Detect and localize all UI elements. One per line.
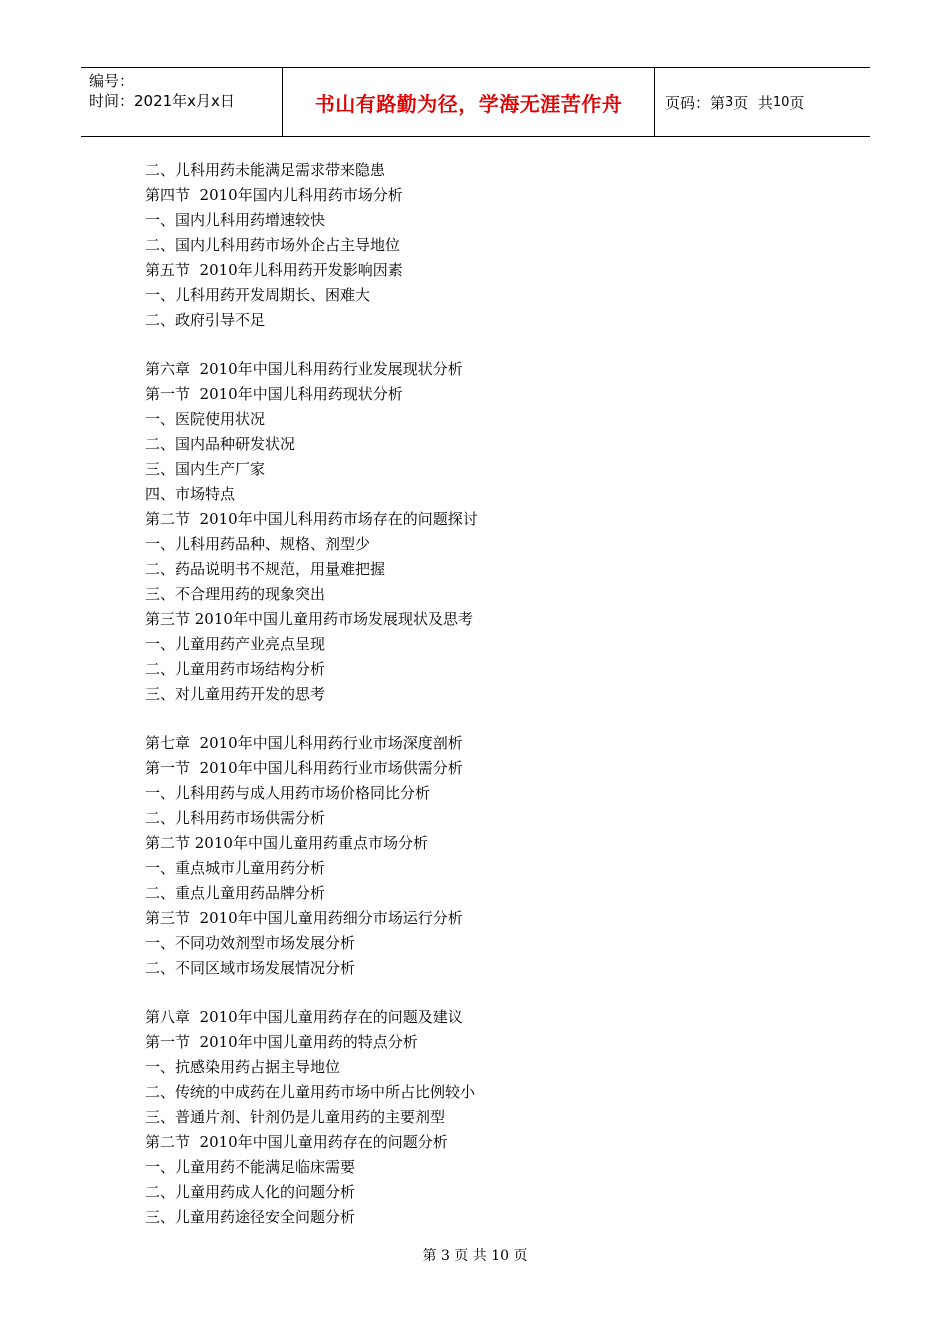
toc-entry: 第六章 2010年中国儿科用药行业发展现状分析 — [145, 360, 463, 378]
toc-entry: 一、儿童用药产业亮点呈现 — [145, 635, 326, 653]
toc-entry: 二、儿科用药市场供需分析 — [145, 809, 326, 827]
toc-entry: 第四节 2010年国内儿科用药市场分析 — [145, 186, 403, 204]
toc-entry: 二、儿童用药市场结构分析 — [145, 660, 326, 678]
section-gap — [145, 333, 845, 357]
section-gap — [145, 707, 845, 731]
header-page-indicator — [655, 68, 870, 136]
toc-entry: 第一节 2010年中国儿科用药现状分析 — [145, 385, 403, 403]
page-suffix: 页 — [789, 93, 805, 112]
toc-entry: 一、不同功效剂型市场发展分析 — [145, 934, 356, 952]
toc-entry: 第八章 2010年中国儿童用药存在的问题及建议 — [145, 1008, 463, 1026]
toc-entry: 三、国内生产厂家 — [145, 460, 266, 478]
table-of-contents — [145, 158, 845, 1230]
toc-entry: 三、对儿童用药开发的思考 — [145, 685, 326, 703]
toc-entry: 第七章 2010年中国儿科用药行业市场深度剖析 — [145, 734, 463, 752]
toc-entry: 二、儿科用药未能满足需求带来隐患 — [145, 161, 386, 179]
toc-entry: 一、儿科用药开发周期长、困难大 — [145, 286, 371, 304]
page-prefix: 页码：第 — [665, 93, 726, 112]
toc-entry: 四、市场特点 — [145, 485, 236, 503]
toc-entry: 第一节 2010年中国儿科用药行业市场供需分析 — [145, 759, 463, 777]
toc-entry: 第二节 2010年中国儿童用药存在的问题分析 — [145, 1133, 448, 1151]
toc-entry: 一、重点城市儿童用药分析 — [145, 859, 326, 877]
toc-entry: 二、传统的中成药在儿童用药市场中所占比例较小 — [145, 1083, 476, 1101]
page-current-number: 3 — [725, 94, 734, 110]
toc-entry: 二、国内品种研发状况 — [145, 435, 296, 453]
toc-entry: 一、儿科用药与成人用药市场价格同比分析 — [145, 784, 431, 802]
section-gap — [145, 981, 845, 1005]
document-date: 时间：2021年x月x日 — [89, 92, 235, 110]
toc-entry: 二、药品说明书不规范，用量难把握 — [145, 560, 386, 578]
header-meta-cell — [81, 68, 283, 136]
toc-entry: 第一节 2010年中国儿童用药的特点分析 — [145, 1033, 418, 1051]
toc-entry: 第三节 2010年中国儿童用药市场发展现状及思考 — [145, 610, 473, 628]
page-header — [81, 67, 870, 137]
page-total-number: 10 — [772, 94, 790, 110]
toc-entry: 第三节 2010年中国儿童用药细分市场运行分析 — [145, 909, 463, 927]
toc-entry: 二、国内儿科用药市场外企占主导地位 — [145, 236, 401, 254]
toc-entry: 一、抗感染用药占据主导地位 — [145, 1058, 341, 1076]
toc-entry: 一、医院使用状况 — [145, 410, 266, 428]
toc-entry: 一、儿童用药不能满足临床需要 — [145, 1158, 356, 1176]
document-number-label: 编号： — [89, 72, 135, 90]
toc-entry: 一、国内儿科用药增速较快 — [145, 211, 326, 229]
toc-entry: 三、普通片剂、针剂仍是儿童用药的主要剂型 — [145, 1108, 446, 1126]
page-footer: 第 3 页 共 10 页 — [422, 1248, 528, 1264]
toc-entry: 第二节 2010年中国儿科用药市场存在的问题探讨 — [145, 510, 478, 528]
toc-entry: 二、政府引导不足 — [145, 311, 266, 329]
toc-entry: 三、儿童用药途径安全问题分析 — [145, 1208, 356, 1226]
toc-entry: 二、不同区域市场发展情况分析 — [145, 959, 356, 977]
toc-entry: 二、儿童用药成人化的问题分析 — [145, 1183, 356, 1201]
page-mid: 页 共 — [733, 93, 773, 112]
toc-entry: 三、不合理用药的现象突出 — [145, 585, 326, 603]
toc-entry: 一、儿科用药品种、规格、剂型少 — [145, 535, 371, 553]
toc-entry: 二、重点儿童用药品牌分析 — [145, 884, 326, 902]
header-motto-cell — [283, 68, 655, 136]
toc-entry: 第二节 2010年中国儿童用药重点市场分析 — [145, 834, 428, 852]
toc-entry: 第五节 2010年儿科用药开发影响因素 — [145, 261, 403, 279]
header-motto: 书山有路勤为径，学海无涯苦作舟 — [314, 91, 623, 116]
